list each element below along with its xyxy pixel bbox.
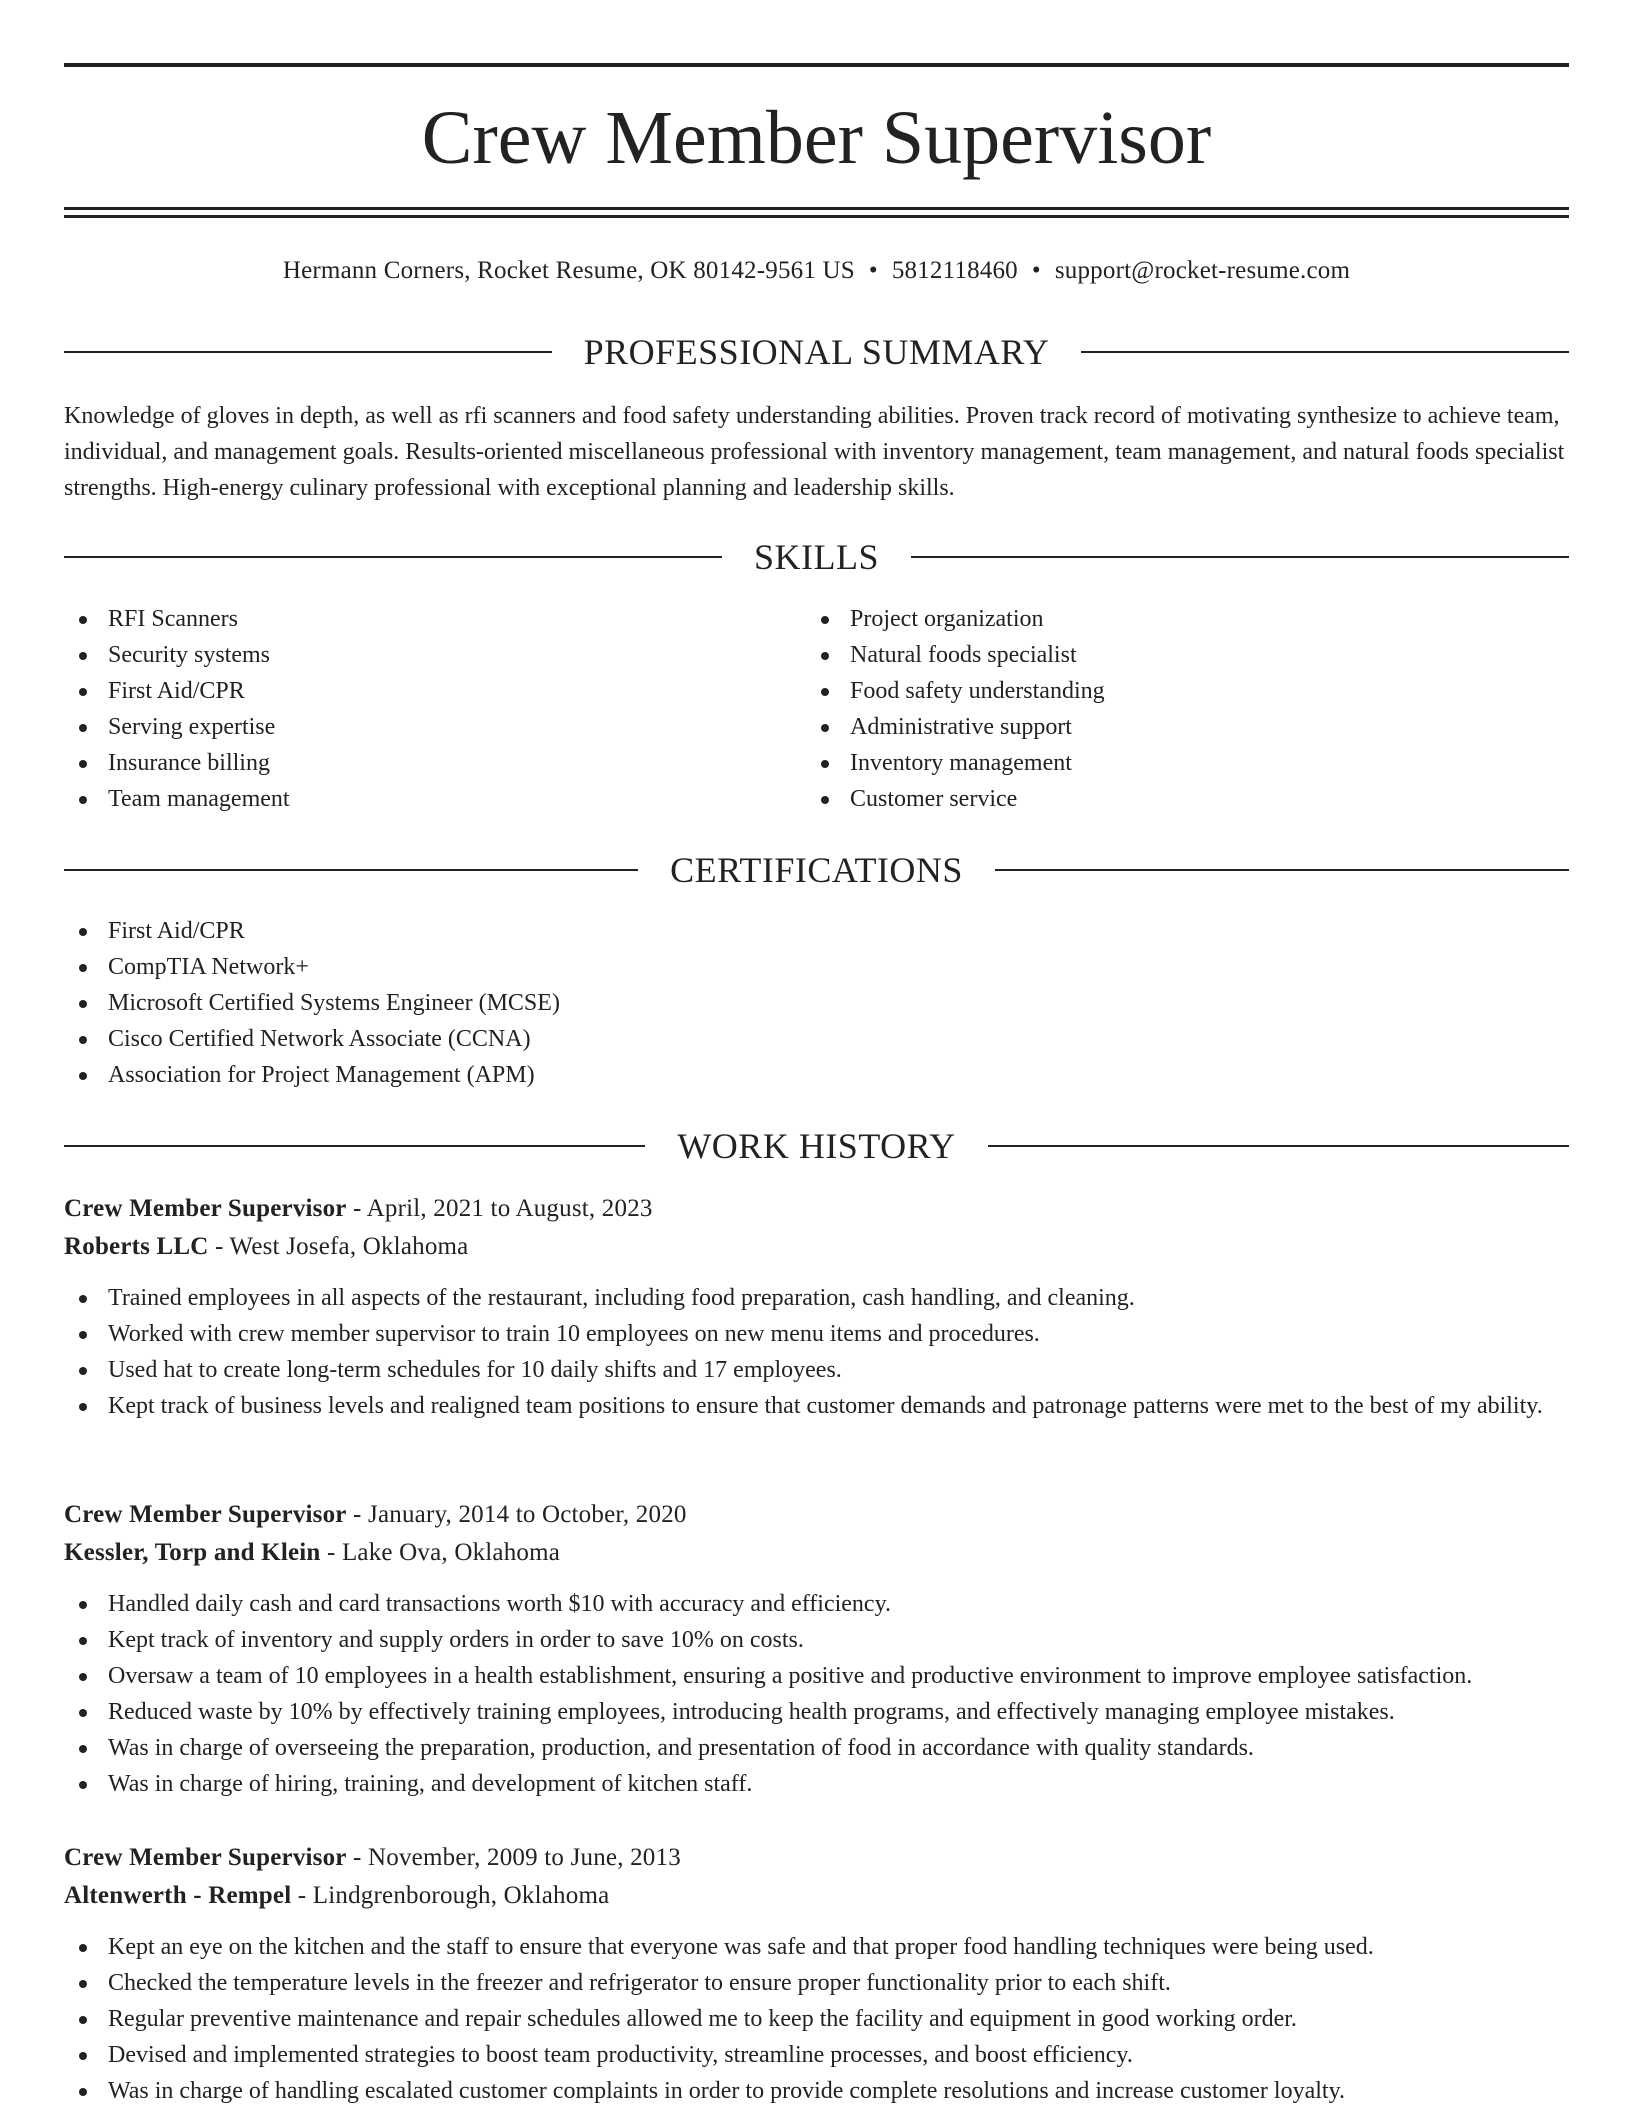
resume-title: Crew Member Supervisor xyxy=(421,96,1212,180)
job-title: Crew Member Supervisor xyxy=(64,1195,347,1222)
certification-item: Association for Project Management (APM) xyxy=(64,1057,1569,1093)
job-bullets xyxy=(64,1280,1569,1424)
job-bullet: Regular preventive maintenance and repair schedules allowed me to keep the facility and equipment in good working order. xyxy=(64,2001,1569,2037)
contact-separator: • xyxy=(1031,257,1041,284)
certification-item: First Aid/CPR xyxy=(64,913,1569,949)
skills-list-left xyxy=(64,601,764,817)
job-company: Kessler, Torp and Klein xyxy=(64,1539,321,1566)
heading-rule xyxy=(995,869,1569,871)
job-entry xyxy=(64,1190,1569,1424)
job-location: - West Josefa, Oklahoma xyxy=(208,1233,469,1260)
section-heading-skills xyxy=(64,535,1569,579)
section-title: WORK HISTORY xyxy=(677,1126,956,1166)
job-location: - Lindgrenborough, Oklahoma xyxy=(291,1882,610,1909)
section-heading-certifications xyxy=(64,848,1569,892)
skill-item: Security systems xyxy=(64,637,764,673)
heading-rule xyxy=(911,556,1569,558)
section-title: PROFESSIONAL SUMMARY xyxy=(583,332,1050,372)
job-title-line xyxy=(64,1496,1569,1534)
heading-rule xyxy=(64,351,552,353)
skill-item: Inventory management xyxy=(806,745,1566,781)
skill-item: Food safety understanding xyxy=(806,673,1566,709)
job-title-line xyxy=(64,1839,1569,1877)
heading-rule xyxy=(64,556,722,558)
job-bullet: Devised and implemented strategies to boost team productivity, streamline processes, and boost efficiency. xyxy=(64,2037,1569,2073)
job-company-line xyxy=(64,1534,1569,1572)
job-bullet: Kept track of inventory and supply orders in order to save 10% on costs. xyxy=(64,1622,1569,1658)
section-title: SKILLS xyxy=(754,537,880,577)
job-bullet: Reduced waste by 10% by effectively training employees, introducing health programs, and effectively managing employee mistakes. xyxy=(64,1694,1569,1730)
job-bullet: Was in charge of handling escalated customer complaints in order to provide complete resolutions and increase customer loyalty. xyxy=(64,2073,1569,2109)
skill-item: Serving expertise xyxy=(64,709,764,745)
skill-item: Natural foods specialist xyxy=(806,637,1566,673)
job-bullet: Handled daily cash and card transactions worth $10 with accuracy and efficiency. xyxy=(64,1586,1569,1622)
job-bullet: Used hat to create long-term schedules for 10 daily shifts and 17 employees. xyxy=(64,1352,1569,1388)
job-company-line xyxy=(64,1228,1569,1266)
contact-line xyxy=(64,253,1569,289)
job-bullets xyxy=(64,1586,1569,1802)
certification-item: Cisco Certified Network Associate (CCNA) xyxy=(64,1021,1569,1057)
job-title: Crew Member Supervisor xyxy=(64,1501,347,1528)
skill-item: Team management xyxy=(64,781,764,817)
job-company: Roberts LLC xyxy=(64,1233,209,1260)
skill-item: Project organization xyxy=(806,601,1566,637)
job-bullet: Trained employees in all aspects of the restaurant, including food preparation, cash handling, and cleaning. xyxy=(64,1280,1569,1316)
title-rule-lower xyxy=(64,215,1569,218)
skill-item: Insurance billing xyxy=(64,745,764,781)
skill-item: Customer service xyxy=(806,781,1566,817)
heading-rule xyxy=(64,1145,645,1147)
certification-item: CompTIA Network+ xyxy=(64,949,1569,985)
title-rule-upper xyxy=(64,207,1569,210)
skills-list-right xyxy=(806,601,1566,817)
section-title: CERTIFICATIONS xyxy=(670,850,963,890)
job-dates: - November, 2009 to June, 2013 xyxy=(346,1844,681,1871)
skill-item: First Aid/CPR xyxy=(64,673,764,709)
section-heading-summary xyxy=(64,330,1569,374)
job-bullet: Kept track of business levels and realigned team positions to ensure that customer demands and patronage patterns were met to the best of my ability. xyxy=(64,1388,1569,1424)
heading-rule xyxy=(1081,351,1569,353)
job-bullet: Worked with crew member supervisor to train 10 employees on new menu items and procedures. xyxy=(64,1316,1569,1352)
job-title: Crew Member Supervisor xyxy=(64,1844,347,1871)
heading-rule xyxy=(64,869,638,871)
contact-separator: • xyxy=(868,257,878,284)
job-bullet: Was in charge of hiring, training, and development of kitchen staff. xyxy=(64,1766,1569,1802)
job-entry xyxy=(64,1839,1569,2109)
job-location: - Lake Ova, Oklahoma xyxy=(320,1539,561,1566)
contact-email: support@rocket-resume.com xyxy=(1054,257,1351,284)
certifications-list xyxy=(64,913,1569,1093)
skill-item: Administrative support xyxy=(806,709,1566,745)
job-entry xyxy=(64,1496,1569,1802)
contact-address: Hermann Corners, Rocket Resume, OK 80142-9561 US xyxy=(282,257,855,284)
heading-rule xyxy=(988,1145,1569,1147)
job-company: Altenwerth - Rempel xyxy=(64,1882,292,1909)
job-bullets xyxy=(64,1929,1569,2109)
job-dates: - April, 2021 to August, 2023 xyxy=(346,1195,653,1222)
job-dates: - January, 2014 to October, 2020 xyxy=(346,1501,687,1528)
job-title-line xyxy=(64,1190,1569,1228)
certification-item: Microsoft Certified Systems Engineer (MCSE) xyxy=(64,985,1569,1021)
summary-text: Knowledge of gloves in depth, as well as rfi scanners and food safety understanding abilities. Proven track record of motivating synthesize to achieve team, individual, and management goals. Results-oriented miscellaneous professional with inventory management, team management, and natural foods specialist strengths. High-energy culinary professional with exceptional planning and leadership skills. xyxy=(64,403,1565,501)
job-bullet: Oversaw a team of 10 employees in a health establishment, ensuring a positive and productive environment to improve employee satisfaction. xyxy=(64,1658,1569,1694)
skill-item: RFI Scanners xyxy=(64,601,764,637)
job-bullet: Kept an eye on the kitchen and the staff to ensure that everyone was safe and that proper food handling techniques were being used. xyxy=(64,1929,1569,1965)
top-rule xyxy=(64,63,1569,67)
section-heading-work-history xyxy=(64,1124,1569,1168)
job-bullet: Checked the temperature levels in the freezer and refrigerator to ensure proper functionality prior to each shift. xyxy=(64,1965,1569,2001)
contact-phone: 5812118460 xyxy=(891,257,1018,284)
job-bullet: Was in charge of overseeing the preparation, production, and presentation of food in accordance with quality standards. xyxy=(64,1730,1569,1766)
job-company-line xyxy=(64,1877,1569,1915)
